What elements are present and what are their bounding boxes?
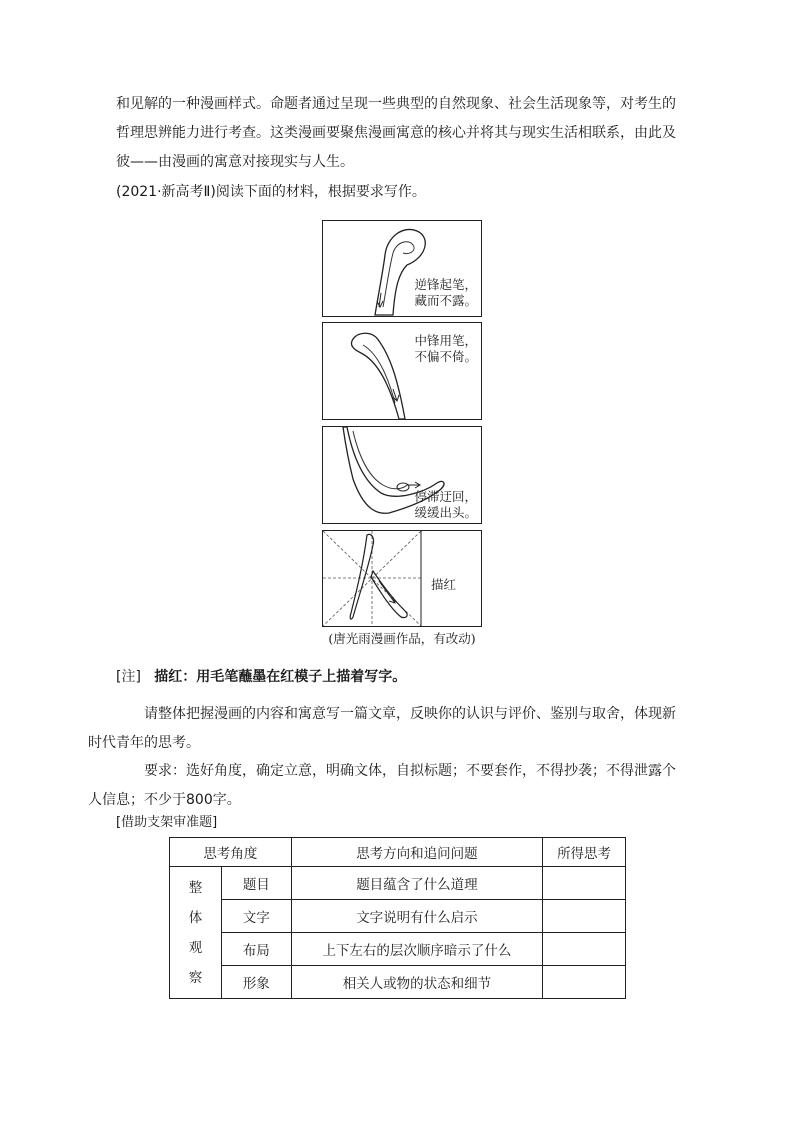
comic-panel-4 — [322, 530, 482, 627]
aspect-cell: 文字 — [221, 900, 291, 933]
tracing-grid-drawing — [323, 531, 481, 626]
header-angle: 思考角度 — [170, 838, 292, 867]
requirement-paragraph — [88, 757, 680, 815]
group-char: 整 — [188, 879, 203, 896]
intro-paragraph — [116, 90, 680, 177]
comic-panel-3 — [322, 426, 482, 524]
task-line: 请整体把握漫画的内容和寓意写一篇文章，反映你的认识与评价、鉴别与取舍，体现新 — [144, 706, 676, 722]
question-cell: 上下左右的层次顺序暗示了什么 — [291, 933, 542, 966]
aspect-cell: 题目 — [221, 867, 291, 900]
intro-line: 和见解的一种漫画样式。命题者通过呈现一些典型的自然现象、社会生活现象等，对考生的 — [116, 96, 676, 112]
panel-1-caption-line1: 逆锋起笔， — [414, 277, 477, 292]
question-cell: 文字说明有什么启示 — [291, 900, 542, 933]
task-paragraph — [88, 700, 680, 758]
comic-panel-2 — [322, 322, 482, 420]
group-char: 体 — [188, 909, 203, 926]
question-cell: 题目蕴含了什么道理 — [291, 867, 542, 900]
question-cell: 相关人或物的状态和细节 — [291, 966, 542, 999]
group-char: 观 — [188, 939, 203, 956]
header-result: 所得思考 — [543, 838, 626, 867]
note-text: 用毛笔蘸墨在红模子上描着写字。 — [196, 669, 407, 685]
panel-3-caption-line1: 停滞迂回， — [414, 489, 477, 504]
group-char: 察 — [188, 969, 203, 986]
answer-cell[interactable] — [543, 933, 626, 966]
answer-cell[interactable] — [543, 900, 626, 933]
panel-2-caption — [414, 333, 477, 365]
group-label-cell — [170, 867, 222, 999]
aspect-cell: 形象 — [221, 966, 291, 999]
analysis-table — [169, 837, 626, 999]
intro-line: 彼——由漫画的寓意对接现实与人生。 — [116, 154, 354, 170]
table-header-row — [170, 838, 626, 867]
source-line: (2021·新高考Ⅱ)阅读下面的材料，根据要求写作。 — [116, 184, 426, 200]
panel-1-caption — [414, 277, 477, 309]
note-line — [116, 666, 406, 688]
figure-caption: (唐光雨漫画作品，有改动) — [328, 631, 476, 646]
header-direction: 思考方向和追问问题 — [291, 838, 542, 867]
panel-4-caption: 描红 — [431, 577, 457, 592]
table-row — [170, 867, 626, 900]
comic-panel-1 — [322, 220, 482, 317]
table-row — [170, 900, 626, 933]
panel-2-caption-line1: 中锋用笔， — [414, 333, 477, 348]
aspect-cell: 布局 — [221, 933, 291, 966]
requirement-line: 人信息；不少于800字。 — [88, 792, 241, 808]
intro-line: 哲理思辨能力进行考查。这类漫画要聚焦漫画寓意的核心并将其与现实生活相联系，由此及 — [116, 125, 676, 141]
table-row — [170, 966, 626, 999]
table-row — [170, 933, 626, 966]
panel-2-caption-line2: 不偏不倚。 — [414, 349, 477, 364]
answer-cell[interactable] — [543, 867, 626, 900]
answer-cell[interactable] — [543, 966, 626, 999]
panel-3-caption — [414, 489, 477, 521]
panel-1-caption-line2: 藏而不露。 — [414, 293, 477, 308]
scaffold-label: [借助支架审准题] — [116, 815, 218, 830]
task-line: 时代青年的思考。 — [88, 735, 200, 751]
panel-3-caption-line2: 缓缓出头。 — [414, 505, 477, 520]
note-term: 描红： — [154, 669, 197, 685]
note-tag: [注] — [116, 669, 141, 685]
requirement-line: 要求：选好角度，确定立意，明确文体，自拟标题；不要套作，不得抄袭；不得泄露个 — [144, 763, 676, 779]
